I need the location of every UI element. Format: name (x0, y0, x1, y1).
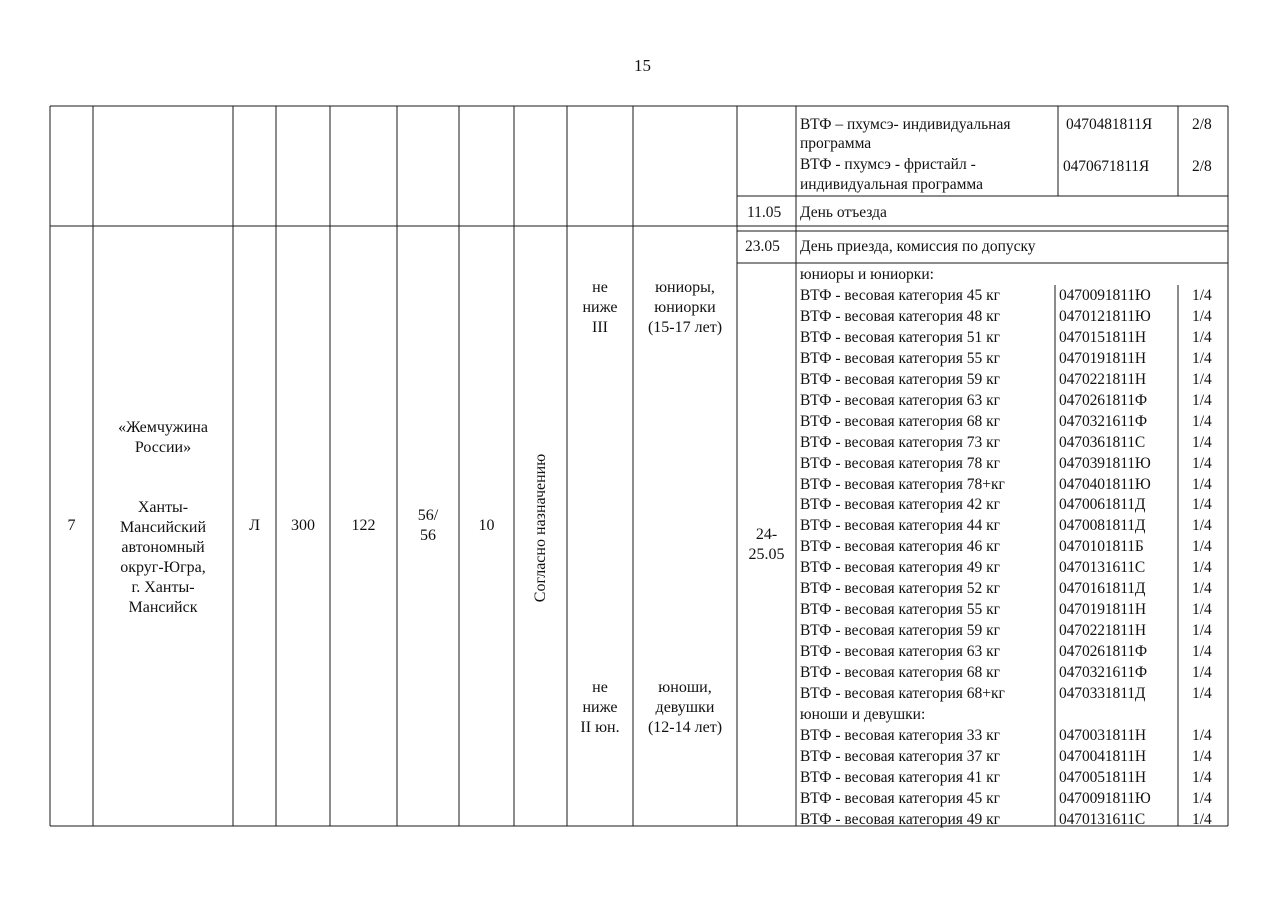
program-row-name: ВТФ - весовая категория 68 кг (800, 412, 1001, 430)
age-line: юниоры, (655, 279, 715, 296)
program-row-level: 1/4 (1192, 475, 1212, 493)
program-row-code: 0470091811Ю (1059, 286, 1151, 304)
program-row-code: 0470061811Д (1059, 496, 1146, 514)
program-row-code: 0470221811Н (1059, 370, 1147, 388)
program-row-name: ВТФ - весовая категория 63 кг (800, 391, 1001, 409)
program-row-level: 1/4 (1192, 747, 1212, 765)
age-line: (15-17 лет) (647, 319, 723, 336)
program-row-code: 0470091811Ю (1059, 789, 1151, 807)
event-place-line: Ханты- (137, 499, 189, 516)
program-row-name: ВТФ - весовая категория 68+кг (800, 685, 1005, 702)
event-name-line: «Жемчужина (118, 419, 208, 436)
program-row-level: 1/4 (1192, 580, 1212, 598)
program-level: 2/8 (1192, 116, 1212, 133)
age-youth (633, 676, 737, 740)
departure-text: День отъезда (800, 204, 887, 221)
program-row-code: 0470031811Н (1059, 726, 1147, 744)
program-row-name: ВТФ - весовая категория 45 кг (800, 789, 1001, 807)
program-row-code: 0470331811Д (1059, 685, 1146, 702)
appointment-vertical-text: Согласно назначению (532, 453, 549, 603)
program-row-code: 0470101811Б (1059, 538, 1144, 556)
event-col6-line: 56 (420, 527, 436, 544)
program-row-name: ВТФ - весовая категория 42 кг (800, 496, 1001, 514)
age-line: (12-14 лет) (647, 719, 723, 736)
rank-line: III (592, 319, 608, 336)
program-row-name: ВТФ - весовая категория 73 кг (800, 433, 1001, 451)
event-name-line: России» (134, 439, 192, 456)
program-row-level: 1/4 (1192, 391, 1212, 409)
program-row-level: 1/4 (1192, 685, 1212, 702)
rank-line: не (592, 279, 608, 296)
program-row-name: ВТФ - весовая категория 44 кг (800, 517, 1001, 535)
program-row-code: 0470081811Д (1059, 517, 1146, 535)
event-col6-line: 56/ (417, 507, 439, 524)
program-row-level: 1/4 (1192, 517, 1212, 535)
arrival-date: 23.05 (745, 238, 780, 255)
event-name-place (93, 418, 233, 638)
program-row-level: 1/4 (1192, 538, 1212, 556)
event-col7 (459, 226, 514, 826)
rank-juniors (567, 276, 633, 340)
program-row-level: 1/4 (1192, 768, 1212, 786)
rank-line: ниже (582, 299, 618, 316)
program-row-name: ВТФ - весовая категория 59 кг (800, 370, 1001, 388)
age-line: девушки (655, 699, 715, 716)
event-total-text: 300 (291, 517, 315, 534)
program-row-level: 1/4 (1192, 328, 1212, 346)
program-row-name: ВТФ - весовая категория 48 кг (800, 307, 1001, 325)
program-row-name: юниоры и юниорки: (800, 266, 934, 283)
program-row-name: ВТФ - весовая категория 52 кг (800, 580, 1001, 598)
program-row-level: 1/4 (1192, 496, 1212, 514)
program-row-level: 1/4 (1192, 412, 1212, 430)
program-row-code: 0470261811Ф (1059, 643, 1148, 661)
program-row-code: 0470051811Н (1059, 768, 1147, 786)
program-row-name: ВТФ - весовая категория 45 кг (800, 286, 1001, 304)
event-place-line: округ-Югра, (120, 559, 206, 576)
rank-youth (567, 676, 633, 740)
event-col5-text: 122 (351, 517, 376, 534)
age-line: юниорки (654, 299, 716, 316)
program-row-level: 1/4 (1192, 349, 1212, 367)
competition-date (737, 523, 796, 567)
program-name-cont: индивидуальная программа (800, 176, 983, 193)
program-row-code: 0470321611Ф (1059, 664, 1148, 681)
event-number (50, 226, 93, 826)
program-row-code: 0470391811Ю (1059, 454, 1151, 472)
program-code: 0470671811Я (1063, 158, 1150, 175)
program-row-name: ВТФ - весовая категория 46 кг (800, 538, 1001, 556)
program-row-level: 1/4 (1192, 643, 1212, 661)
program-row-code: 0470041811Н (1059, 747, 1147, 765)
program-row-name: ВТФ - весовая категория 49 кг (800, 559, 1001, 577)
program-row-code: 0470131611С (1059, 810, 1146, 828)
program-row-level: 1/4 (1192, 433, 1212, 451)
program-level: 2/8 (1192, 158, 1212, 175)
event-total (276, 226, 330, 826)
event-character (233, 226, 276, 826)
program-row-level: 1/4 (1192, 810, 1212, 828)
program-row-name: ВТФ - весовая категория 37 кг (800, 747, 1001, 765)
event-col7-text: 10 (478, 517, 495, 534)
program-row-name: ВТФ - весовая категория 55 кг (800, 349, 1001, 367)
age-juniors (633, 276, 737, 340)
program-row-code: 0470161811Д (1059, 580, 1146, 598)
rank-line: II юн. (580, 719, 620, 736)
rank-line: не (592, 679, 608, 696)
program-row-level: 1/4 (1192, 286, 1212, 304)
program-row-code: 0470221811Н (1059, 622, 1147, 640)
program-row-level: 1/4 (1192, 622, 1212, 640)
program-code: 0470481811Я (1066, 116, 1153, 133)
program-row-code: 0470121811Ю (1059, 307, 1151, 325)
event-col5 (330, 226, 397, 826)
program-row-level: 1/4 (1192, 370, 1212, 388)
age-line: юноши, (658, 679, 712, 696)
event-number-text: 7 (67, 517, 76, 534)
program-row-code: 0470191811Н (1059, 349, 1147, 367)
program-name-cont: программа (800, 135, 872, 152)
program-row-name: ВТФ - весовая категория 49 кг (800, 810, 1001, 828)
competition-date-line: 25.05 (748, 546, 785, 563)
program-row-code: 0470131611С (1059, 559, 1146, 577)
program-row-name: юноши и девушки: (800, 706, 926, 723)
program-row-code: 0470321611Ф (1059, 412, 1148, 430)
program-row-name: ВТФ - весовая категория 78+кг (800, 475, 1005, 493)
rank-line: ниже (582, 699, 618, 716)
event-place-line: Мансийск (128, 599, 198, 616)
program-row-level: 1/4 (1192, 559, 1212, 577)
program-row-name: ВТФ - весовая категория 41 кг (800, 768, 1001, 786)
program-row-level: 1/4 (1192, 601, 1212, 619)
event-place-line: автономный (121, 539, 205, 556)
program-name: ВТФ – пхумсэ- индивидуальная (800, 116, 1011, 133)
program-row-name: ВТФ - весовая категория 68 кг (800, 664, 1001, 681)
program-name: ВТФ - пхумсэ - фристайл - (800, 156, 976, 173)
program-row-code: 0470261811Ф (1059, 391, 1148, 409)
program-row-code: 0470191811Н (1059, 601, 1147, 619)
departure-date: 11.05 (747, 204, 782, 221)
program-row-name: ВТФ - весовая категория 55 кг (800, 601, 1001, 619)
program-row-name: ВТФ - весовая категория 51 кг (800, 328, 1001, 346)
program-row-name: ВТФ - весовая категория 33 кг (800, 726, 1001, 744)
program-row-level: 1/4 (1192, 664, 1212, 681)
event-place-line: г. Ханты- (131, 579, 195, 596)
program-row-name: ВТФ - весовая категория 59 кг (800, 622, 1001, 640)
event-place-line: Мансийский (119, 519, 207, 536)
competition-date-line: 24- (755, 526, 778, 543)
event-col6 (397, 226, 459, 826)
program-row-name: ВТФ - весовая категория 63 кг (800, 643, 1001, 661)
arrival-text: День приезда, комиссия по допуску (800, 238, 1036, 255)
program-row-level: 1/4 (1192, 454, 1212, 472)
program-row-code: 0470401811Ю (1059, 475, 1151, 493)
event-character-text: Л (249, 517, 260, 534)
page-number: 15 (634, 56, 651, 75)
program-row-name: ВТФ - весовая категория 78 кг (800, 454, 1001, 472)
program-row-code: 0470361811С (1059, 433, 1146, 451)
program-row-code: 0470151811Н (1059, 328, 1147, 346)
program-row-level: 1/4 (1192, 307, 1212, 325)
program-row-level: 1/4 (1192, 726, 1212, 744)
program-row-level: 1/4 (1192, 789, 1212, 807)
